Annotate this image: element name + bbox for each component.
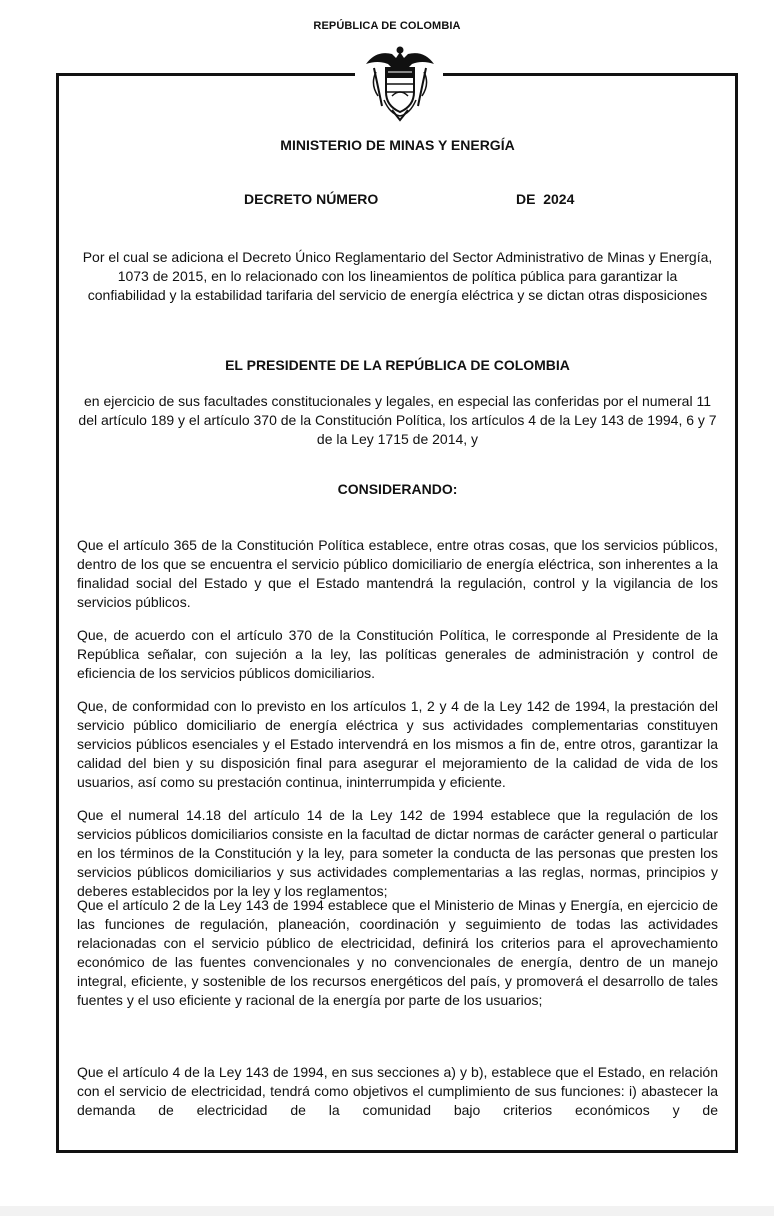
country-header: REPÚBLICA DE COLOMBIA [313,20,461,32]
considering-heading: CONSIDERANDO: [337,481,458,497]
considering-paragraph: Que el artículo 365 de la Constitución Política establece, entre otras cosas, que los servicios públicos, dentro de los que se encuentra el servicio público domiciliario de energía eléctrica, son inherentes a la finalidad social del Estado y que el Estado mantendrá la regulación, control y la vigilancia de los servicios públicos. [77,537,718,610]
decree-subject: Por el cual se adiciona el Decreto Único Reglamentario del Sector Administrativo de Minas y Energía, 1073 de 2015, en lo relacionado con los lineamientos de política pública para garantizar la confiabilidad y la estabilidad tarifaria del servicio de energía eléctrica y se dictan otras disposiciones [82,249,713,303]
considering-paragraph: Que el numeral 14.18 del artículo 14 de la Ley 142 de 1994 establece que la regulación de los servicios públicos domiciliarios consiste en la facultad de dictar normas de carácter general o particular en los términos de la Constitución y la ley, para someter la conducta de las personas que presten los servicios públicos domiciliarios y sus actividades complementarias a las reglas, normas, principios y deberes establecidos por la ley y los reglamentos; [77,807,718,899]
considering-paragraph: Que el artículo 2 de la Ley 143 de 1994 establece que el Ministerio de Minas y Energía, en ejercicio de las funciones de regulación, planeación, coordinación y seguimiento de todas las actividades relacionadas con el servicio público de electricidad, definirá los criterios para el aprovechamiento económico de las fuentes convencionales y no convencionales de energía, dentro de un manejo integral, eficiente, y sostenible de los recursos energéticos del país, y promoverá el desarrollo de tales fuentes y el uso eficiente y racional de la energía por parte de los usuarios; [77,897,718,1008]
issuer-heading: EL PRESIDENTE DE LA REPÚBLICA DE COLOMBIA [225,357,570,373]
considering-paragraph: Que el artículo 4 de la Ley 143 de 1994, en sus secciones a) y b), establece que el Estado, en relación con el servicio de electricidad, tendrá como objetivos el cumplimiento de sus funciones: i) abastecer la demanda de electricidad de la comunidad bajo criterios económicos y de [77,1064,718,1118]
ministry-title: MINISTERIO DE MINAS Y ENERGÍA [280,137,515,153]
decree-number-label: DECRETO NÚMERO [244,191,379,207]
decree-year-label: DE 2024 [516,191,575,207]
considering-paragraph: Que, de acuerdo con el artículo 370 de la Constitución Política, le corresponde al Presidente de la República señalar, con sujeción a la ley, las políticas generales de administración y control de eficiencia de los servicios públicos domiciliarios. [77,627,718,681]
page-bottom-edge [0,1206,774,1216]
considering-paragraph: Que, de conformidad con lo previsto en los artículos 1, 2 y 4 de la Ley 142 de 1994, la prestación del servicio público domiciliario de energía eléctrica y sus actividades complementarias constituyen servicios públicos esenciales y el Estado intervendrá en los mismos a fin de, entre otros, garantizar la calidad del bien y su disposición final para asegurar el mejoramiento de la calidad de vida de los usuarios, así como su prestación continua, ininterrumpida y eficiente. [77,698,718,790]
coat-of-arms-icon [362,44,438,122]
powers-statement: en ejercicio de sus facultades constitucionales y legales, en especial las conferidas por el numeral 11 del artículo 189 y el artículo 370 de la Constitución Política, los artículos 4 de la Ley 143 de 1994, 6 y 7 de la Ley 1715 de 2014, y [78,393,717,447]
